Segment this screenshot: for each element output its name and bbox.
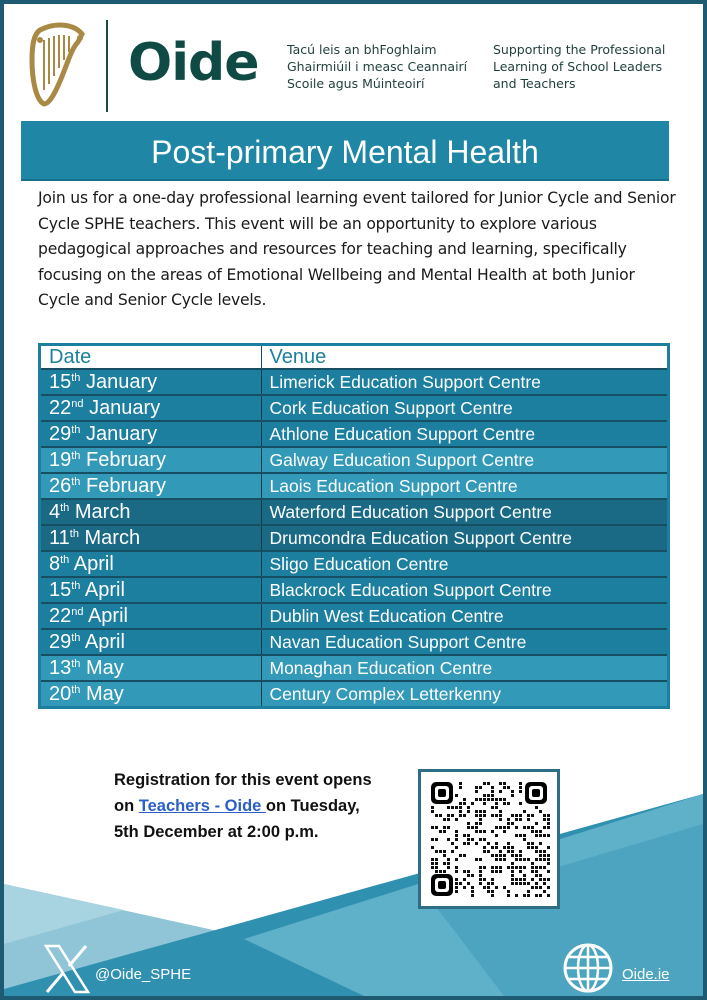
date-suffix: th	[71, 580, 81, 592]
date-day: 15	[49, 579, 72, 601]
tagline-irish	[287, 41, 467, 92]
date-cell	[41, 395, 261, 421]
harp-icon	[26, 20, 86, 110]
table-row	[41, 447, 667, 473]
venue-cell: Cork Education Support Centre	[261, 395, 667, 421]
table-row	[41, 681, 667, 706]
teachers-oide-link[interactable]: Teachers - Oide	[138, 797, 266, 815]
table-header-row	[41, 346, 667, 369]
globe-icon	[562, 942, 614, 994]
tagline-irish-line: Ghairmiúil i measc Ceannairí	[287, 59, 468, 74]
venue-cell: Blackrock Education Support Centre	[261, 577, 667, 603]
date-cell	[41, 577, 261, 603]
date-day: 19	[49, 449, 72, 471]
title-banner	[21, 121, 669, 181]
date-day: 11	[49, 527, 70, 549]
date-cell	[41, 473, 261, 499]
tagline-irish-line: Scoile agus Múinteoirí	[287, 76, 425, 91]
date-suffix: th	[71, 684, 81, 696]
date-suffix: th	[60, 554, 70, 566]
date-suffix: th	[71, 476, 81, 488]
table-row	[41, 499, 667, 525]
table-row	[41, 629, 667, 655]
date-suffix: nd	[71, 398, 84, 410]
tagline-english-line: Supporting the Professional	[493, 42, 666, 57]
date-cell	[41, 655, 261, 681]
date-month: May	[86, 657, 124, 679]
venue-cell: Navan Education Support Centre	[261, 629, 667, 655]
date-cell	[41, 603, 261, 629]
date-day: 13	[49, 657, 72, 679]
registration-line: Registration for this event opens	[114, 771, 372, 789]
date-cell	[41, 629, 261, 655]
registration-line	[114, 793, 372, 819]
date-suffix: th	[60, 502, 70, 514]
qr-code[interactable]	[418, 769, 560, 909]
date-suffix: nd	[71, 606, 84, 618]
date-month: January	[89, 397, 161, 419]
date-cell	[41, 447, 261, 473]
table-row	[41, 577, 667, 603]
date-month: February	[86, 475, 167, 497]
x-logo-icon[interactable]	[42, 944, 92, 994]
page-title: Post-primary Mental Health	[151, 134, 539, 170]
venue-cell: Limerick Education Support Centre	[261, 369, 667, 395]
date-day: 20	[49, 683, 72, 705]
date-month: April	[87, 605, 128, 627]
date-day: 29	[49, 631, 72, 653]
venue-cell: Waterford Education Support Centre	[261, 499, 667, 525]
tagline-english-line: Learning of School Leaders	[493, 59, 663, 74]
social-handle[interactable]: @Oide_SPHE	[95, 966, 192, 983]
venue-cell: Century Complex Letterkenny	[261, 681, 667, 706]
date-day: 8	[49, 553, 61, 575]
table-row	[41, 421, 667, 447]
date-cell	[41, 421, 261, 447]
tagline-english-line: and Teachers	[493, 76, 576, 91]
column-header-venue: Venue	[261, 346, 667, 369]
date-month: April	[84, 631, 125, 653]
venue-cell: Sligo Education Centre	[261, 551, 667, 577]
table-row	[41, 369, 667, 395]
venue-cell: Dublin West Education Centre	[261, 603, 667, 629]
header	[4, 4, 703, 120]
date-day: 22	[49, 397, 72, 419]
registration-line: 5th December at 2:00 p.m.	[114, 823, 319, 841]
registration-text: on	[114, 797, 139, 815]
date-month: March	[74, 501, 131, 523]
date-suffix: th	[71, 372, 81, 384]
schedule-table	[38, 343, 670, 709]
website-link[interactable]: Oide.ie	[622, 966, 670, 983]
date-month: March	[84, 527, 141, 549]
date-day: 29	[49, 423, 72, 445]
brand-logo: Oide	[128, 33, 259, 93]
date-day: 26	[49, 475, 72, 497]
date-day: 15	[49, 371, 72, 393]
date-suffix: th	[71, 424, 81, 436]
tagline-irish-line: Tacú leis an bhFoghlaim	[287, 42, 437, 57]
date-day: 22	[49, 605, 72, 627]
venue-cell: Monaghan Education Centre	[261, 655, 667, 681]
date-cell	[41, 525, 261, 551]
qr-code-icon	[421, 772, 557, 906]
venue-cell: Laois Education Support Centre	[261, 473, 667, 499]
venue-cell: Athlone Education Support Centre	[261, 421, 667, 447]
registration-info	[114, 767, 372, 845]
date-cell	[41, 551, 261, 577]
date-suffix: th	[71, 658, 81, 670]
tagline-english	[493, 41, 665, 92]
date-cell	[41, 681, 261, 706]
date-suffix: th	[71, 450, 81, 462]
header-divider	[106, 20, 108, 112]
date-cell	[41, 369, 261, 395]
date-month: April	[84, 579, 125, 601]
date-suffix: th	[71, 632, 81, 644]
table-row	[41, 603, 667, 629]
date-month: May	[86, 683, 124, 705]
date-month: January	[86, 371, 158, 393]
registration-text: on Tuesday,	[265, 797, 360, 815]
table-row	[41, 525, 667, 551]
date-month: January	[86, 423, 158, 445]
intro-paragraph: Join us for a one-day professional learning event tailored for Junior Cycle and Senior Cycle SPHE teachers. This event will be an opportunity to explore various pedagogical approaches and resources for teaching and learning, specifically focusing on the areas of Emotional Wellbeing and Mental Health at both Junior Cycle and Senior Cycle levels.	[38, 189, 676, 309]
venue-cell: Galway Education Support Centre	[261, 447, 667, 473]
date-month: April	[73, 553, 114, 575]
date-suffix: th	[69, 528, 79, 540]
table-row	[41, 395, 667, 421]
column-header-date: Date	[41, 346, 261, 369]
table-row	[41, 473, 667, 499]
date-day: 4	[49, 501, 61, 523]
date-month: February	[86, 449, 167, 471]
venue-cell: Drumcondra Education Support Centre	[261, 525, 667, 551]
table-row	[41, 655, 667, 681]
table-row	[41, 551, 667, 577]
date-cell	[41, 499, 261, 525]
